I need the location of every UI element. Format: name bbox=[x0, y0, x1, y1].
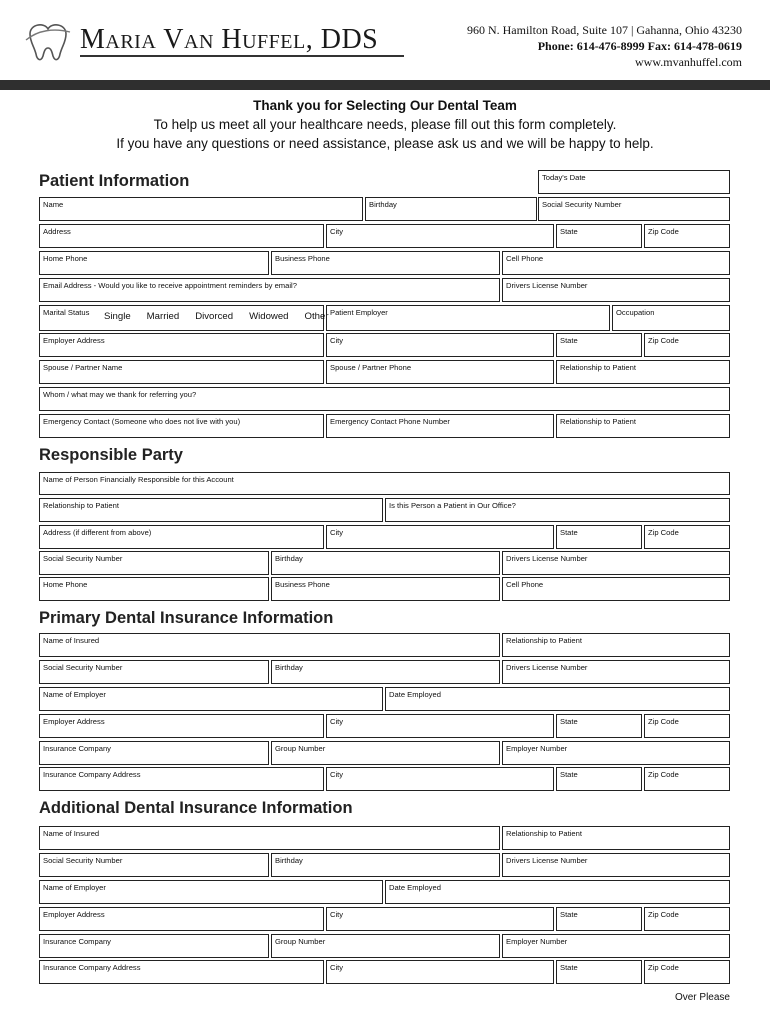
emergency-phone-field[interactable] bbox=[326, 414, 554, 438]
patient-employer-field[interactable] bbox=[326, 305, 610, 331]
field-label: State bbox=[560, 910, 578, 919]
additional-name-insured-field[interactable] bbox=[39, 826, 500, 850]
field-label: Home Phone bbox=[43, 580, 88, 589]
field-label: State bbox=[560, 528, 578, 537]
responsible-relationship-field[interactable] bbox=[39, 498, 383, 522]
primary-insurance-state-field[interactable] bbox=[556, 767, 642, 791]
marital-option-divorced[interactable]: Divorced bbox=[195, 311, 234, 322]
responsible-drivers-license-field[interactable] bbox=[502, 551, 730, 575]
additional-drivers-license-field[interactable] bbox=[502, 853, 730, 877]
responsible-ssn-field[interactable] bbox=[39, 551, 269, 575]
primary-name-insured-field[interactable] bbox=[39, 633, 500, 657]
patient-state-field[interactable] bbox=[556, 224, 642, 248]
field-label: Drivers License Number bbox=[506, 856, 588, 865]
primary-relationship-field[interactable] bbox=[502, 633, 730, 657]
field-label: Business Phone bbox=[275, 580, 330, 589]
patient-info-title: Patient Information bbox=[39, 172, 190, 190]
field-label: Insurance Company Address bbox=[43, 770, 141, 779]
patient-drivers-license-field[interactable] bbox=[502, 278, 730, 302]
field-label: Spouse / Partner Name bbox=[43, 363, 123, 372]
field-label: Zip Code bbox=[648, 227, 679, 236]
field-label: Address (if different from above) bbox=[43, 528, 152, 537]
additional-employer-number-field[interactable] bbox=[502, 934, 730, 958]
employer-city-field[interactable] bbox=[326, 333, 554, 357]
additional-insurance-state-field[interactable] bbox=[556, 960, 642, 984]
field-label: Zip Code bbox=[648, 717, 679, 726]
field-label: Marital Status bbox=[43, 308, 90, 317]
field-label: Insurance Company Address bbox=[43, 963, 141, 972]
field-label: Cell Phone bbox=[506, 580, 544, 589]
responsible-home-phone-field[interactable] bbox=[39, 577, 269, 601]
field-label: Insurance Company bbox=[43, 744, 111, 753]
intro-text bbox=[0, 96, 770, 153]
spouse-name-field[interactable] bbox=[39, 360, 324, 384]
field-label: Name of Employer bbox=[43, 883, 106, 892]
field-label: Address bbox=[43, 227, 71, 236]
field-label: Name of Insured bbox=[43, 636, 100, 645]
field-label: Relationship to Patient bbox=[506, 829, 582, 838]
patient-occupation-field[interactable] bbox=[612, 305, 730, 331]
field-label: City bbox=[330, 336, 344, 345]
patient-birthday-field[interactable] bbox=[365, 197, 537, 221]
responsible-zip-field[interactable] bbox=[644, 525, 730, 549]
field-label: Social Security Number bbox=[43, 663, 123, 672]
primary-group-number-field[interactable] bbox=[271, 741, 500, 765]
additional-birthday-field[interactable] bbox=[271, 853, 500, 877]
practice-name: Maria Van Huffel, DDS bbox=[80, 24, 379, 55]
referral-field[interactable] bbox=[39, 387, 730, 411]
additional-insurance-company-field[interactable] bbox=[39, 934, 269, 958]
responsible-city-field[interactable] bbox=[326, 525, 554, 549]
additional-employer-address-field[interactable] bbox=[39, 907, 324, 931]
field-label: Date Employed bbox=[389, 690, 441, 699]
patient-cell-phone-field[interactable] bbox=[502, 251, 730, 275]
field-label: Zip Code bbox=[648, 963, 679, 972]
field-label: Zip Code bbox=[648, 528, 679, 537]
header-divider-bar bbox=[0, 80, 770, 90]
website: www.mvanhuffel.com bbox=[635, 55, 742, 69]
field-label: Emergency Contact (Someone who does not live with you) bbox=[43, 417, 241, 426]
marital-option-married[interactable]: Married bbox=[146, 311, 180, 322]
primary-zip-field[interactable] bbox=[644, 714, 730, 738]
field-label: Name bbox=[43, 200, 64, 209]
field-label: Name of Person Financially Responsible for this Account bbox=[43, 475, 234, 484]
field-label: State bbox=[560, 227, 578, 236]
office-address: 960 N. Hamilton Road, Suite 107 | Gahanna, Ohio 43230 bbox=[466, 23, 742, 37]
additional-date-employed-field[interactable] bbox=[385, 880, 730, 904]
responsible-name-field[interactable] bbox=[39, 472, 730, 495]
primary-insurance-title: Primary Dental Insurance Information bbox=[39, 609, 334, 627]
contact-info bbox=[467, 22, 742, 70]
primary-employer-number-field[interactable] bbox=[502, 741, 730, 765]
field-label: City bbox=[330, 770, 344, 779]
field-label: Today's Date bbox=[542, 173, 586, 182]
primary-drivers-license-field[interactable] bbox=[502, 660, 730, 684]
letterhead bbox=[0, 0, 770, 80]
field-label: Employer Number bbox=[506, 937, 568, 946]
marital-status-field[interactable] bbox=[39, 305, 329, 331]
employer-address-field[interactable] bbox=[39, 333, 324, 357]
employer-state-field[interactable] bbox=[556, 333, 642, 357]
field-label: Relationship to Patient bbox=[506, 636, 582, 645]
spouse-phone-field[interactable] bbox=[326, 360, 554, 384]
logo-underline bbox=[80, 55, 404, 57]
intro-line-2: To help us meet all your healthcare needs, please fill out this form completely. bbox=[153, 117, 617, 132]
responsible-business-phone-field[interactable] bbox=[271, 577, 500, 601]
additional-insurance-city-field[interactable] bbox=[326, 960, 554, 984]
primary-ssn-field[interactable] bbox=[39, 660, 269, 684]
employer-zip-field[interactable] bbox=[644, 333, 730, 357]
primary-insurance-company-field[interactable] bbox=[39, 741, 269, 765]
field-label: Is this Person a Patient in Our Office? bbox=[389, 501, 516, 510]
patient-home-phone-field[interactable] bbox=[39, 251, 269, 275]
field-label: Drivers License Number bbox=[506, 554, 588, 563]
field-label: Relationship to Patient bbox=[560, 363, 636, 372]
tooth-logo-icon bbox=[24, 20, 72, 64]
field-label: Date Employed bbox=[389, 883, 441, 892]
responsible-cell-phone-field[interactable] bbox=[502, 577, 730, 601]
patient-city-field[interactable] bbox=[326, 224, 554, 248]
marital-options bbox=[104, 311, 329, 322]
field-label: Group Number bbox=[275, 937, 326, 946]
field-label: Birthday bbox=[275, 856, 303, 865]
responsible-state-field[interactable] bbox=[556, 525, 642, 549]
field-label: City bbox=[330, 528, 344, 537]
patient-address-field[interactable] bbox=[39, 224, 324, 248]
todays-date-field[interactable] bbox=[538, 170, 730, 194]
field-label: Name of Insured bbox=[43, 829, 100, 838]
additional-state-field[interactable] bbox=[556, 907, 642, 931]
additional-insurance-zip-field[interactable] bbox=[644, 960, 730, 984]
field-label: City bbox=[330, 717, 344, 726]
field-label: Employer Address bbox=[43, 717, 105, 726]
field-label: Relationship to Patient bbox=[43, 501, 119, 510]
field-label: Cell Phone bbox=[506, 254, 544, 263]
additional-group-number-field[interactable] bbox=[271, 934, 500, 958]
field-label: Employer Number bbox=[506, 744, 568, 753]
field-label: Birthday bbox=[369, 200, 397, 209]
responsible-address-field[interactable] bbox=[39, 525, 324, 549]
field-label: State bbox=[560, 770, 578, 779]
field-label: Home Phone bbox=[43, 254, 88, 263]
field-label: State bbox=[560, 963, 578, 972]
phone-fax: Phone: 614-476-8999 Fax: 614-478-0619 bbox=[537, 39, 742, 53]
field-label: Business Phone bbox=[275, 254, 330, 263]
field-label: Email Address - Would you like to receive appointment reminders by email? bbox=[43, 281, 297, 290]
marital-option-other[interactable]: Other bbox=[304, 311, 329, 322]
marital-option-single[interactable]: Single bbox=[104, 311, 131, 322]
field-label: City bbox=[330, 910, 344, 919]
patient-business-phone-field[interactable] bbox=[271, 251, 500, 275]
primary-employer-address-field[interactable] bbox=[39, 714, 324, 738]
marital-option-widowed[interactable]: Widowed bbox=[249, 311, 289, 322]
field-label: Name of Employer bbox=[43, 690, 106, 699]
patient-zip-field[interactable] bbox=[644, 224, 730, 248]
field-label: Zip Code bbox=[648, 336, 679, 345]
field-label: Drivers License Number bbox=[506, 663, 588, 672]
additional-employer-field[interactable] bbox=[39, 880, 383, 904]
field-label: Group Number bbox=[275, 744, 326, 753]
field-label: Occupation bbox=[616, 308, 655, 317]
primary-city-field[interactable] bbox=[326, 714, 554, 738]
additional-insurance-title: Additional Dental Insurance Information bbox=[39, 799, 353, 817]
field-label: State bbox=[560, 717, 578, 726]
emergency-relationship-field[interactable] bbox=[556, 414, 730, 438]
primary-employer-field[interactable] bbox=[39, 687, 383, 711]
field-label: City bbox=[330, 227, 344, 236]
additional-insurance-address-field[interactable] bbox=[39, 960, 324, 984]
patient-ssn-field[interactable] bbox=[538, 197, 730, 221]
responsible-party-title: Responsible Party bbox=[39, 446, 183, 464]
field-label: Social Security Number bbox=[43, 554, 123, 563]
primary-insurance-city-field[interactable] bbox=[326, 767, 554, 791]
field-label: Zip Code bbox=[648, 770, 679, 779]
additional-ssn-field[interactable] bbox=[39, 853, 269, 877]
field-label: Birthday bbox=[275, 554, 303, 563]
field-label: Birthday bbox=[275, 663, 303, 672]
emergency-contact-field[interactable] bbox=[39, 414, 324, 438]
primary-insurance-address-field[interactable] bbox=[39, 767, 324, 791]
responsible-is-patient-field[interactable] bbox=[385, 498, 730, 522]
intro-line-3: If you have any questions or need assistance, please ask us and we will be happy to help. bbox=[116, 136, 654, 151]
field-label: City bbox=[330, 963, 344, 972]
patient-name-field[interactable] bbox=[39, 197, 363, 221]
field-label: State bbox=[560, 336, 578, 345]
field-label: Relationship to Patient bbox=[560, 417, 636, 426]
field-label: Drivers License Number bbox=[506, 281, 588, 290]
primary-birthday-field[interactable] bbox=[271, 660, 500, 684]
field-label: Social Security Number bbox=[542, 200, 622, 209]
patient-email-field[interactable] bbox=[39, 278, 500, 302]
primary-date-employed-field[interactable] bbox=[385, 687, 730, 711]
field-label: Social Security Number bbox=[43, 856, 123, 865]
field-label: Zip Code bbox=[648, 910, 679, 919]
intro-heading: Thank you for Selecting Our Dental Team bbox=[253, 98, 517, 113]
spouse-relationship-field[interactable] bbox=[556, 360, 730, 384]
primary-insurance-zip-field[interactable] bbox=[644, 767, 730, 791]
field-label: Whom / what may we thank for referring you? bbox=[43, 390, 197, 399]
field-label: Employer Address bbox=[43, 336, 105, 345]
field-label: Employer Address bbox=[43, 910, 105, 919]
over-please-note: Over Please bbox=[674, 992, 730, 1003]
responsible-birthday-field[interactable] bbox=[271, 551, 500, 575]
additional-city-field[interactable] bbox=[326, 907, 554, 931]
additional-zip-field[interactable] bbox=[644, 907, 730, 931]
field-label: Patient Employer bbox=[330, 308, 388, 317]
field-label: Insurance Company bbox=[43, 937, 111, 946]
field-label: Emergency Contact Phone Number bbox=[330, 417, 450, 426]
primary-state-field[interactable] bbox=[556, 714, 642, 738]
additional-relationship-field[interactable] bbox=[502, 826, 730, 850]
field-label: Spouse / Partner Phone bbox=[330, 363, 412, 372]
